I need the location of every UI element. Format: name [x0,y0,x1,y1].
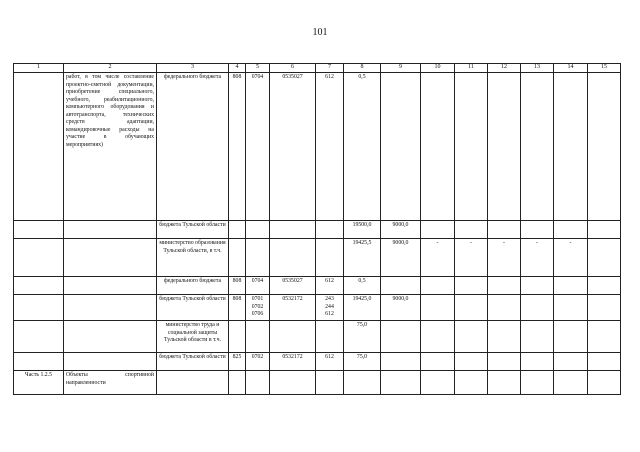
cell-col-9 [381,73,421,221]
cell-col-6: 0532172 [270,295,316,321]
cell-col-15 [588,295,621,321]
cell-col-12: - [488,239,521,277]
cell-col-4: 825 [229,353,246,371]
cell-col-5 [246,371,270,395]
cell-col-11: - [455,239,488,277]
column-header-6: 6 [270,64,316,73]
column-header-13: 13 [521,64,554,73]
cell-col-1 [14,353,64,371]
cell-col-5 [246,73,270,221]
cell-col-7 [316,73,344,221]
cell-col-11 [455,353,488,371]
cell-col-5 [246,239,270,277]
cell-col-3: бюджета Тульской области [157,221,229,239]
cell-col-10 [421,221,455,239]
cell-col-2 [64,277,157,295]
column-header-7: 7 [316,64,344,73]
column-header-1: 1 [14,64,64,73]
cell-col-12 [488,371,521,395]
cell-col-1 [14,239,64,277]
cell-col-13 [521,221,554,239]
column-header-row [14,64,621,73]
cell-col-8: 75,0 [344,353,381,371]
cell-col-9 [381,353,421,371]
page-number: 101 [312,27,328,38]
cell-col-11 [455,295,488,321]
cell-col-11 [455,277,488,295]
table-row [14,371,621,395]
cell-col-3: министерство труда и социальной защиты Тульской области в т.ч. [157,321,229,353]
cell-line: 612 [325,311,334,318]
column-header-9: 9 [381,64,421,73]
cell-col-11 [455,73,488,221]
cell-line: 0701 [251,296,264,302]
cell-col-13 [521,295,554,321]
cell-col-9: 9000,0 [381,295,421,321]
cell-col-13 [521,277,554,295]
table-row [14,295,621,321]
cell-col-8: 0,5 [344,73,381,221]
cell-line: 243 [325,296,334,302]
cell-col-8: 19500,0 [344,221,381,239]
column-header-14: 14 [554,64,588,73]
cell-col-3: федерального бюджета [157,73,229,221]
cell-col-2 [64,295,157,321]
cell-col-13: - [521,239,554,277]
cell-col-6: 0535027 [270,73,316,221]
cell-col-7 [316,295,344,321]
cell-col-1: Часть 1.2.5 [14,371,64,395]
cell-col-10 [421,295,455,321]
cell-col-9: 9000,0 [381,221,421,239]
cell-col-13 [521,353,554,371]
cell-col-4 [229,221,246,239]
table-row [14,321,621,353]
table-row [14,239,621,277]
cell-line: 0706 [251,311,264,318]
cell-col-9 [381,321,421,353]
cell-col-7 [316,221,344,239]
cell-col-5 [246,321,270,353]
cell-col-3: министерство образования Тульской области, в т.ч. [157,239,229,277]
cell-col-8: 19425,5 [344,239,381,277]
cell-col-12 [488,353,521,371]
cell-col-7 [316,277,344,295]
cell-col-13 [521,321,554,353]
cell-col-7 [316,353,344,371]
cell-col-15 [588,73,621,221]
cell-line: 244 [325,303,334,310]
cell-col-8: 0,5 [344,277,381,295]
cell-col-12 [488,73,521,221]
cell-col-14: - [554,239,588,277]
cell-col-13 [521,371,554,395]
cell-col-8: 75,0 [344,321,381,353]
cell-col-10 [421,371,455,395]
cell-line: 0702 [251,354,264,360]
column-header-12: 12 [488,64,521,73]
table-row [14,221,621,239]
cell-line: 612 [325,354,334,360]
cell-col-10 [421,277,455,295]
cell-col-10 [421,353,455,371]
budget-table [13,63,621,395]
cell-line: 0704 [251,278,264,284]
cell-col-4: 808 [229,73,246,221]
cell-col-14 [554,353,588,371]
cell-col-7 [316,239,344,277]
cell-col-1 [14,321,64,353]
table-row [14,353,621,371]
cell-col-11 [455,371,488,395]
cell-col-1 [14,277,64,295]
cell-col-2: Объекты спортивной направленности [64,371,157,395]
cell-col-14 [554,277,588,295]
cell-col-1 [14,221,64,239]
cell-col-10 [421,73,455,221]
cell-col-1 [14,295,64,321]
column-header-4: 4 [229,64,246,73]
cell-col-15 [588,277,621,295]
cell-col-12 [488,221,521,239]
cell-col-6 [270,371,316,395]
cell-col-5 [246,221,270,239]
cell-col-3 [157,371,229,395]
cell-col-4 [229,371,246,395]
table-row [14,277,621,295]
cell-col-12 [488,277,521,295]
cell-col-6: 0535027 [270,277,316,295]
cell-col-1 [14,73,64,221]
cell-col-2 [64,221,157,239]
cell-col-15 [588,321,621,353]
column-header-5: 5 [246,64,270,73]
cell-col-2 [64,321,157,353]
column-header-2: 2 [64,64,157,73]
cell-col-5 [246,295,270,321]
cell-col-4 [229,321,246,353]
cell-col-6 [270,321,316,353]
cell-col-6 [270,239,316,277]
cell-col-14 [554,221,588,239]
table-row [14,73,621,221]
cell-col-6: 0532172 [270,353,316,371]
cell-col-3: бюджета Тульской области [157,295,229,321]
cell-col-2: работ, в том числе составление проектно-сметной документации, приобретение специального, учебного, реабилитационного, компьютерного оборудования и автотранспорта, технических средств адаптации, командировочные расходы на участие в обучающих мероприятиях) [64,73,157,221]
column-header-10: 10 [421,64,455,73]
column-header-11: 11 [455,64,488,73]
cell-col-6 [270,221,316,239]
cell-col-5 [246,353,270,371]
cell-col-15 [588,221,621,239]
cell-col-12 [488,295,521,321]
cell-col-5 [246,277,270,295]
cell-col-7 [316,321,344,353]
cell-col-9: 9000,0 [381,239,421,277]
cell-col-7 [316,371,344,395]
column-header-3: 3 [157,64,229,73]
cell-col-9 [381,371,421,395]
cell-col-10 [421,321,455,353]
column-header-15: 15 [588,64,621,73]
cell-col-14 [554,371,588,395]
cell-col-4: 808 [229,295,246,321]
cell-col-10: - [421,239,455,277]
cell-line: 612 [325,74,334,80]
cell-col-15 [588,371,621,395]
cell-col-8: 19425,0 [344,295,381,321]
cell-col-15 [588,353,621,371]
cell-col-2 [64,239,157,277]
cell-col-14 [554,295,588,321]
cell-col-4: 808 [229,277,246,295]
cell-col-15 [588,239,621,277]
cell-col-9 [381,277,421,295]
cell-col-11 [455,221,488,239]
cell-col-4 [229,239,246,277]
cell-line: 0702 [251,303,264,310]
cell-col-8 [344,371,381,395]
column-header-8: 8 [344,64,381,73]
cell-col-3: бюджета Тульской области [157,353,229,371]
cell-line: 612 [325,278,334,284]
cell-col-12 [488,321,521,353]
cell-col-14 [554,73,588,221]
cell-col-11 [455,321,488,353]
cell-col-14 [554,321,588,353]
cell-col-13 [521,73,554,221]
cell-col-3: федерального бюджета [157,277,229,295]
cell-col-2 [64,353,157,371]
cell-line: 0704 [251,74,264,80]
